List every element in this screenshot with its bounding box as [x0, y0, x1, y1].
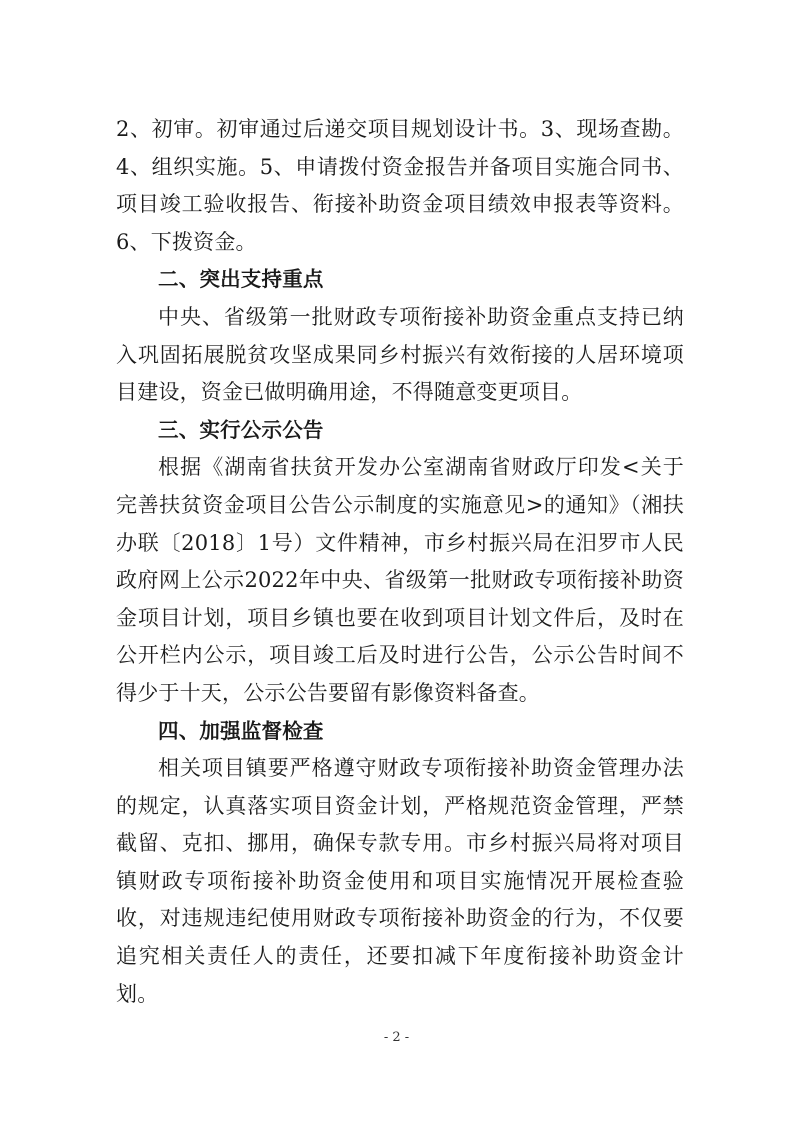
section-heading-public-notice: 三、实行公示公告 [158, 417, 324, 442]
paragraph-key-support: 中央、省级第一批财政专项衔接补助资金重点支持已纳入巩固拓展脱贫攻坚成果同乡村振兴有效衔接的人居环境项目建设，资金已做明确用途，不得随意变更项目。 [116, 304, 684, 405]
paragraph-procedure-steps: 2、初审。初审通过后递交项目规划设计书。3、现场查勘。4、组织实施。5、申请拨付资金报告并备项目实施合同书、项目竣工验收报告、衔接补助资金项目绩效申报表等资料。6、下拨资金。 [116, 117, 684, 254]
section-heading-supervision: 四、加强监督检查 [158, 718, 324, 743]
page-number: - 2 - [383, 1030, 410, 1045]
paragraph-supervision: 相关项目镇要严格遵守财政专项衔接补助资金管理办法的规定，认真落实项目资金计划，严格规范资金管理，严禁截留、克扣、挪用，确保专款专用。市乡村振兴局将对项目镇财政专项衔接补助资金使用和项目实施情况开展检查验收，对违规违纪使用财政专项衔接补助资金的行为，不仅要追究相关责任人的责任，还要扣减下年度衔接补助资金计划。 [116, 756, 684, 1006]
document-body [116, 111, 684, 1013]
paragraph-public-notice: 根据《湖南省扶贫开发办公室湖南省财政厅印发<关于完善扶贫资金项目公告公示制度的实施意见>的通知》（湘扶办联〔2018〕1号）文件精神，市乡村振兴局在汨罗市人民政府网上公示2022年中央、省级第一批财政专项衔接补助资金项目计划，项目乡镇也要在收到项目计划文件后，及时在公开栏内公示，项目竣工后及时进行公告，公示公告时间不得少于十天，公示公告要留有影像资料备查。 [116, 455, 684, 705]
section-heading-key-support: 二、突出支持重点 [158, 267, 324, 292]
